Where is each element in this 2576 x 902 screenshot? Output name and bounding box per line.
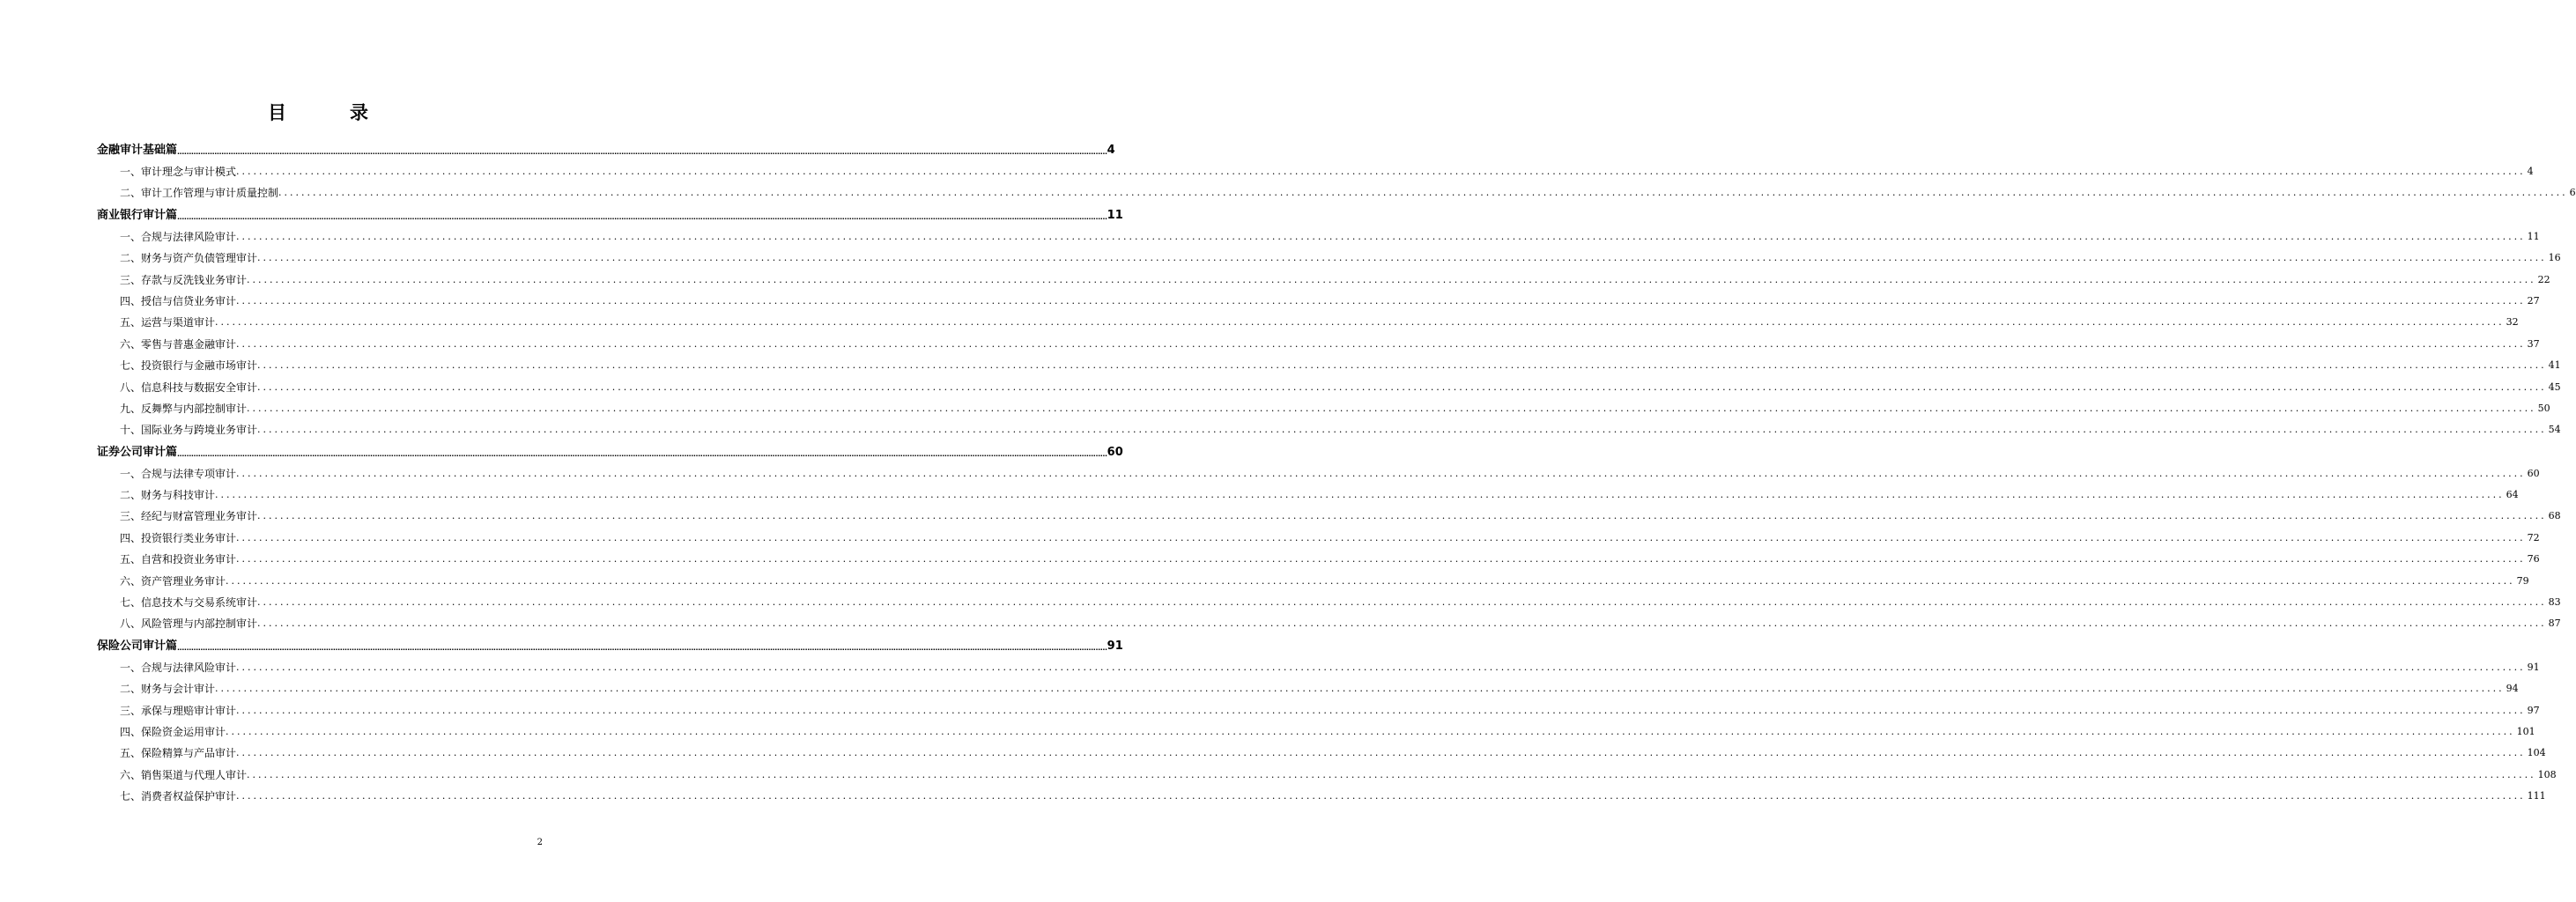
toc-page-number: 60 [1107, 445, 1123, 459]
toc-page-number: 64 [2506, 489, 2519, 501]
toc-label: 八、风险管理与内部控制审计 [120, 617, 258, 631]
toc-label: 一、合规与法律风险审计 [120, 661, 237, 674]
toc-leader-dots: ................................................................................................................................................................................................................................................................................................................................................................................................................ [215, 489, 2505, 501]
toc-leader-dots: ................................................................................................................................................................................................................................................................................................................................................................................................................ [257, 424, 2547, 436]
toc-page-number: 4 [1107, 144, 1115, 157]
toc-leader-dots: ................................................................................................................................................................................................................................................................................................................................................................................................................ [236, 553, 2526, 566]
toc-label: 四、保险资金运用审计 [120, 725, 226, 738]
toc-leader-dots: ................................................................................................................................................................................................................................................................................................................................................................................................................ [215, 683, 2505, 695]
toc-leader-dots: ................................................................................................................................................................................................................................................................................................................................................................................................................ [177, 449, 1107, 458]
toc-label: 五、保险精算与产品审计 [120, 747, 237, 760]
toc-label: 二、财务与科技审计 [120, 489, 216, 502]
toc-entry[interactable] [97, 528, 2540, 549]
toc-entry[interactable] [97, 182, 2576, 203]
toc-leader-dots: ................................................................................................................................................................................................................................................................................................................................................................................................................ [177, 643, 1107, 652]
toc-page-number: 16 [2548, 252, 2561, 264]
toc-page-number: 91 [2527, 661, 2540, 673]
toc-page-number: 11 [1107, 208, 1123, 222]
toc-leader-dots: ................................................................................................................................................................................................................................................................................................................................................................................................................ [278, 187, 2568, 199]
toc-label: 四、授信与信贷业务审计 [120, 294, 237, 307]
toc-page-number: 111 [2527, 790, 2546, 802]
toc-label: 二、审计工作管理与审计质量控制 [120, 187, 279, 200]
toc-label: 六、零售与普惠金融审计 [120, 337, 237, 351]
toc-leader-dots: ................................................................................................................................................................................................................................................................................................................................................................................................................ [257, 596, 2547, 609]
toc-leader-dots: ................................................................................................................................................................................................................................................................................................................................................................................................................ [215, 316, 2505, 329]
toc-label: 八、信息科技与数据安全审计 [120, 381, 258, 394]
toc-leader-dots: ................................................................................................................................................................................................................................................................................................................................................................................................................ [177, 148, 1107, 156]
toc-page-number: 4 [2527, 165, 2534, 177]
toc-section[interactable] [97, 204, 1123, 226]
toc-page-number: 83 [2548, 596, 2561, 609]
toc-entry[interactable] [97, 484, 2519, 506]
page-number: 2 [537, 838, 543, 847]
toc-leader-dots: ................................................................................................................................................................................................................................................................................................................................................................................................................ [236, 704, 2526, 716]
toc-page-number: 11 [2527, 230, 2540, 242]
toc-label: 七、投资银行与金融市场审计 [120, 359, 258, 373]
toc-label: 一、审计理念与审计模式 [120, 165, 237, 178]
toc-leader-dots: ................................................................................................................................................................................................................................................................................................................................................................................................................ [236, 790, 2526, 802]
toc-page-number: 54 [2548, 424, 2561, 436]
title-left-char: 目 [268, 102, 288, 123]
toc-page-number: 76 [2527, 553, 2540, 566]
toc-label: 证券公司审计篇 [97, 445, 178, 459]
toc-label: 五、运营与渠道审计 [120, 316, 216, 329]
toc-leader-dots: ................................................................................................................................................................................................................................................................................................................................................................................................................ [236, 337, 2526, 350]
toc-label: 九、反舞弊与内部控制审计 [120, 402, 248, 415]
toc-entry[interactable] [97, 270, 2550, 291]
toc-page-number: 60 [2527, 467, 2540, 479]
toc-entry[interactable] [97, 721, 2535, 743]
toc-page-number: 108 [2537, 768, 2557, 780]
toc-leader-dots: ................................................................................................................................................................................................................................................................................................................................................................................................................ [236, 661, 2526, 673]
toc-page-number: 91 [1107, 639, 1123, 653]
toc-leader-dots: ................................................................................................................................................................................................................................................................................................................................................................................................................ [257, 510, 2547, 522]
toc-label: 保险公司审计篇 [97, 639, 178, 653]
toc-leader-dots: ................................................................................................................................................................................................................................................................................................................................................................................................................ [236, 294, 2526, 307]
toc-page-number: 97 [2527, 704, 2540, 716]
toc-entry[interactable] [97, 291, 2540, 312]
toc-page-number: 79 [2516, 574, 2529, 587]
toc-page-number: 22 [2537, 273, 2550, 285]
toc-entry[interactable] [97, 377, 2561, 398]
toc-leader-dots: ................................................................................................................................................................................................................................................................................................................................................................................................................ [236, 165, 2526, 177]
toc-leader-dots: ................................................................................................................................................................................................................................................................................................................................................................................................................ [177, 212, 1107, 221]
toc-page-number: 68 [2548, 510, 2561, 522]
toc-entry[interactable] [97, 248, 2561, 269]
toc-entry[interactable] [97, 657, 2540, 678]
toc-leader-dots: ................................................................................................................................................................................................................................................................................................................................................................................................................ [257, 381, 2547, 393]
toc-label: 六、资产管理业务审计 [120, 574, 226, 588]
toc-entry[interactable] [97, 226, 2540, 248]
toc-leader-dots: ................................................................................................................................................................................................................................................................................................................................................................................................................ [226, 725, 2515, 737]
toc-page-number: 45 [2548, 381, 2561, 393]
toc-label: 六、销售渠道与代理人审计 [120, 768, 248, 781]
toc-entry[interactable] [97, 334, 2540, 355]
toc-entry[interactable] [97, 463, 2540, 484]
toc-page-number: 6 [2569, 187, 2576, 199]
toc-label: 金融审计基础篇 [97, 144, 178, 157]
toc-entry[interactable] [97, 786, 2546, 807]
toc-page-number: 72 [2527, 531, 2540, 543]
toc-leader-dots: ................................................................................................................................................................................................................................................................................................................................................................................................................ [226, 574, 2515, 587]
toc-label: 七、消费者权益保护审计 [120, 790, 237, 803]
table-of-contents [97, 139, 2576, 808]
toc-page-number: 104 [2527, 747, 2546, 759]
toc-page-number: 87 [2548, 617, 2561, 630]
toc-label: 三、存款与反洗钱业务审计 [120, 273, 248, 286]
toc-page-number: 41 [2548, 359, 2561, 372]
toc-page-number: 101 [2516, 725, 2535, 737]
toc-label: 三、经纪与财富管理业务审计 [120, 510, 258, 523]
toc-section[interactable] [97, 441, 1123, 463]
toc-page-number: 32 [2506, 316, 2519, 329]
toc-entry[interactable] [97, 700, 2540, 721]
page-title [0, 99, 638, 125]
toc-page-number: 50 [2537, 402, 2550, 414]
toc-entry[interactable] [97, 765, 2557, 786]
toc-section[interactable] [97, 139, 1115, 161]
toc-entry[interactable] [97, 571, 2529, 592]
toc-leader-dots: ................................................................................................................................................................................................................................................................................................................................................................................................................ [236, 747, 2526, 759]
toc-leader-dots: ................................................................................................................................................................................................................................................................................................................................................................................................................ [236, 531, 2526, 543]
toc-leader-dots: ................................................................................................................................................................................................................................................................................................................................................................................................................ [247, 402, 2536, 414]
toc-entry[interactable] [97, 549, 2540, 570]
toc-entry[interactable] [97, 743, 2546, 764]
toc-leader-dots: ................................................................................................................................................................................................................................................................................................................................................................................................................ [257, 252, 2547, 264]
toc-entry[interactable] [97, 592, 2561, 613]
toc-leader-dots: ................................................................................................................................................................................................................................................................................................................................................................................................................ [257, 359, 2547, 372]
toc-leader-dots: ................................................................................................................................................................................................................................................................................................................................................................................................................ [257, 617, 2547, 630]
title-right-char: 录 [350, 102, 370, 123]
toc-label: 七、信息技术与交易系统审计 [120, 596, 258, 610]
toc-entry[interactable] [97, 419, 2561, 440]
toc-entry[interactable] [97, 398, 2550, 419]
toc-entry[interactable] [97, 312, 2519, 333]
toc-label: 一、合规与法律专项审计 [120, 467, 237, 480]
toc-label: 二、财务与资产负债管理审计 [120, 252, 258, 265]
toc-entry[interactable] [97, 161, 2534, 182]
toc-label: 五、自营和投资业务审计 [120, 553, 237, 566]
toc-page-number: 94 [2506, 683, 2519, 695]
toc-leader-dots: ................................................................................................................................................................................................................................................................................................................................................................................................................ [236, 467, 2526, 479]
toc-page-number: 27 [2527, 294, 2540, 307]
toc-label: 二、财务与会计审计 [120, 683, 216, 696]
toc-page-number: 37 [2527, 337, 2540, 350]
toc-entry[interactable] [97, 678, 2519, 699]
toc-leader-dots: ................................................................................................................................................................................................................................................................................................................................................................................................................ [247, 768, 2536, 780]
toc-label: 三、承保与理赔审计审计 [120, 704, 237, 717]
toc-entry[interactable] [97, 355, 2561, 376]
toc-label: 四、投资银行类业务审计 [120, 531, 237, 544]
toc-section[interactable] [97, 635, 1123, 657]
toc-label: 一、合规与法律风险审计 [120, 230, 237, 243]
toc-entry[interactable] [97, 506, 2561, 527]
toc-label: 十、国际业务与跨境业务审计 [120, 424, 258, 437]
toc-entry[interactable] [97, 613, 2561, 634]
toc-label: 商业银行审计篇 [97, 208, 178, 222]
toc-leader-dots: ................................................................................................................................................................................................................................................................................................................................................................................................................ [247, 273, 2536, 285]
toc-leader-dots: ................................................................................................................................................................................................................................................................................................................................................................................................................ [236, 230, 2526, 242]
